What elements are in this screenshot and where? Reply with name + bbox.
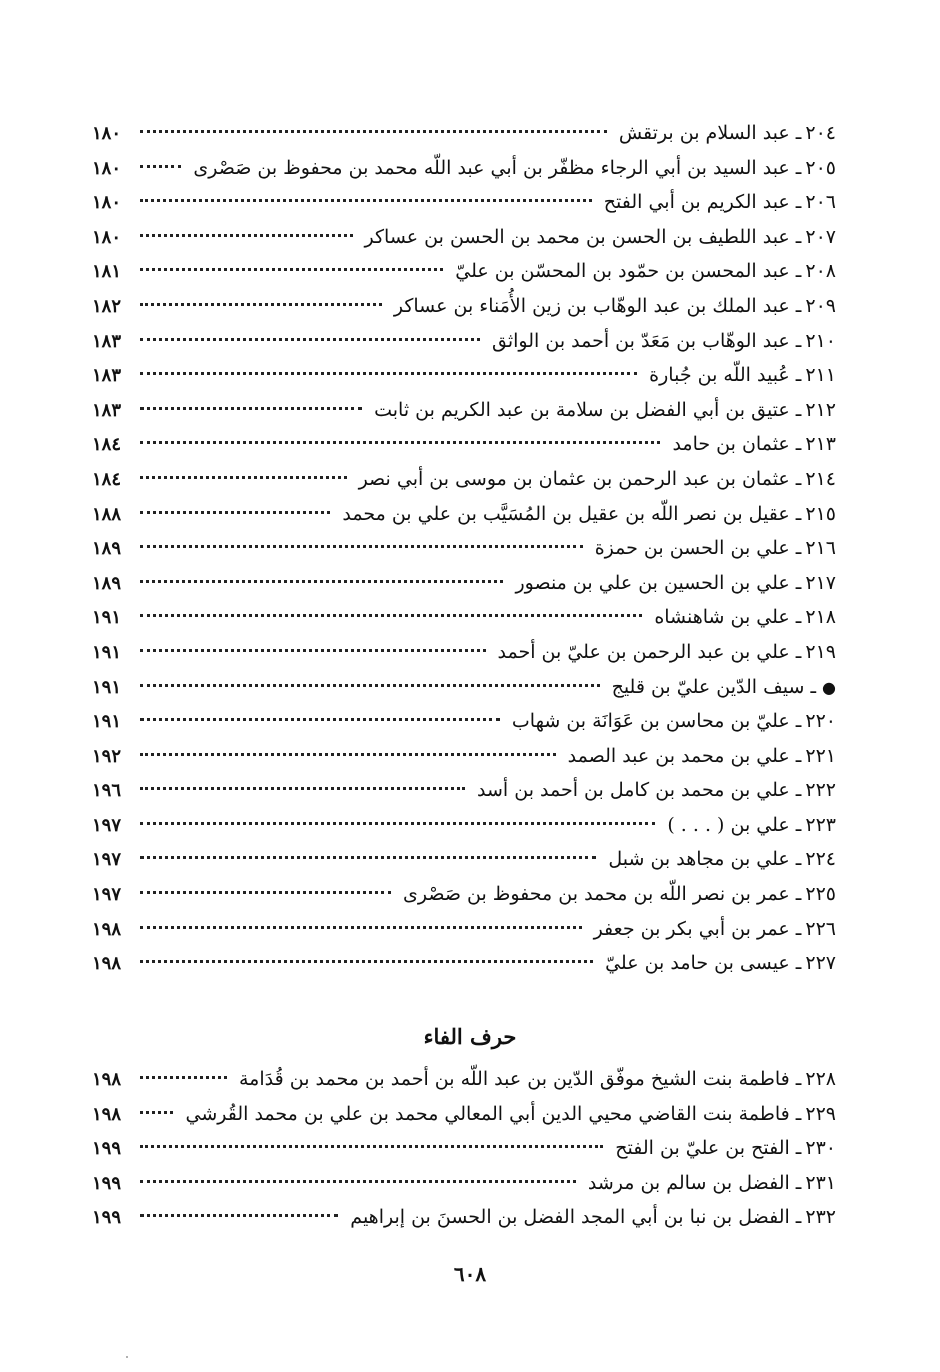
entry-title: ٢١٩ـ علي بن عبد الرحمن بن عليّ بن أحمد bbox=[497, 640, 836, 663]
entry-name: عمر بن أبي بكر بن جعفر bbox=[593, 917, 790, 940]
dot-leader bbox=[140, 476, 347, 479]
entry-title: ٢٠٦ـ عبد الكريم بن أبي الفتح bbox=[603, 191, 836, 214]
entry-number: ٢٠٧ bbox=[805, 225, 836, 248]
entry-name: عيسى بن حامد بن عليّ bbox=[605, 952, 790, 975]
entry-number: ٢١٤ bbox=[805, 467, 836, 490]
entry-page-number: ١٩٨ bbox=[92, 1103, 122, 1125]
dot-leader bbox=[140, 268, 443, 271]
entry-name: فاطمة بنت الشيخ موفّق الدّين بن عبد اللّه بن أحمد بن محمد بن قُدَامة bbox=[239, 1068, 790, 1090]
dot-leader bbox=[140, 407, 362, 410]
index-entry bbox=[92, 670, 836, 705]
entry-title: ٢١٥ـ عقيل بن نصر اللّه بن عقيل بن المُسَيَّب بن علي بن محمد bbox=[342, 502, 836, 525]
dot-leader bbox=[140, 856, 596, 859]
entry-title: ٢١٢ـ عتيق بن أبي الفضل بن سلامة بن عبد الكريم بن ثابت bbox=[374, 398, 836, 421]
dot-leader bbox=[140, 960, 593, 963]
entry-page-number: ١٨٤ bbox=[92, 468, 122, 490]
entry-title: ٢٢٠ـ عليّ بن محاسن بن عَوَانَة بن شهاب bbox=[511, 710, 836, 733]
entry-number: ٢٠٦ bbox=[805, 191, 836, 214]
entry-title: ٢٠٩ـ عبد الملك بن عبد الوهّاب بن زين الأُمَناء بن عساكر bbox=[393, 294, 836, 317]
entry-page-number: ١٨٣ bbox=[92, 365, 122, 387]
entry-title: ٢١١ـ عُبيد اللّه بن جُبارة bbox=[649, 364, 836, 387]
entry-number: ٢٢٥ bbox=[805, 883, 836, 906]
entry-name: عقيل بن نصر اللّه بن عقيل بن المُسَيَّب بن علي بن محمد bbox=[342, 502, 790, 525]
index-entry bbox=[92, 566, 836, 601]
index-entry bbox=[92, 151, 836, 186]
entry-number: ٢١٣ bbox=[805, 433, 836, 456]
entry-page-number: ١٩٧ bbox=[92, 849, 122, 871]
entry-page-number: ١٩٨ bbox=[92, 1069, 122, 1090]
entry-title: ٢١٠ـ عبد الوهّاب بن مَعَدّ بن أحمد بن الواثق bbox=[492, 329, 836, 352]
entry-page-number: ١٩٢ bbox=[92, 745, 122, 767]
dot-leader bbox=[140, 303, 382, 306]
entry-name: علي بن شاهنشاه bbox=[654, 606, 790, 629]
entry-name: علي بن محمد بن كامل بن أحمد بن أسد bbox=[477, 779, 790, 802]
dot-leader bbox=[140, 649, 486, 652]
dot-leader bbox=[140, 441, 660, 444]
entry-number: ٢١٢ bbox=[805, 398, 836, 421]
entry-number: ٢٢٧ bbox=[805, 952, 836, 975]
index-entry bbox=[92, 427, 836, 462]
index-entry bbox=[92, 116, 836, 151]
entry-page-number: ١٨٣ bbox=[92, 399, 122, 421]
index-entry bbox=[92, 1062, 836, 1097]
dot-leader bbox=[140, 199, 592, 202]
entry-page-number: ١٩٨ bbox=[92, 953, 122, 975]
entry-number: ٢٠٨ bbox=[805, 260, 836, 283]
entry-name: علي بن ( . . . ) bbox=[667, 813, 790, 836]
dot-leader bbox=[140, 926, 582, 929]
dot-leader bbox=[140, 1214, 338, 1217]
index-entry bbox=[92, 635, 836, 670]
index-entry bbox=[92, 739, 836, 774]
entry-name: سيف الدّين عليّ بن قليج bbox=[611, 675, 805, 698]
entry-number: ٢١١ bbox=[805, 364, 836, 387]
index-entry bbox=[92, 462, 836, 497]
index-entry bbox=[92, 254, 836, 289]
dot-leader bbox=[140, 545, 583, 548]
entry-name: عبد اللطيف بن الحسن بن محمد بن الحسن بن عساكر bbox=[364, 225, 790, 248]
entry-title: ٢٢٤ـ علي بن مجاهد بن شبل bbox=[608, 848, 836, 871]
entry-number: ٢٠٥ bbox=[805, 156, 836, 179]
entry-title: ٢١٦ـ علي بن الحسن بن حمزة bbox=[594, 537, 836, 560]
entry-name: عبد الكريم بن أبي الفتح bbox=[603, 191, 790, 214]
entry-title: ٢٣٢ـ الفضل بن نبا بن أبي المجد الفضل بن الحسنَ بن إبراهيم bbox=[350, 1206, 836, 1229]
entry-number: ٢٣٠ bbox=[805, 1137, 836, 1160]
entry-number: ٢٢٩ bbox=[805, 1102, 836, 1125]
entry-title: ٢٣٠ـ الفتح بن عليّ بن الفتح bbox=[615, 1137, 836, 1160]
entry-name: الفضل بن نبا بن أبي المجد الفضل بن الحسنَ بن إبراهيم bbox=[350, 1206, 790, 1229]
entry-name: الفضل بن سالم بن مرشد bbox=[587, 1171, 790, 1194]
entry-title: ٢٢٨ـ فاطمة بنت الشيخ موفّق الدّين بن عبد اللّه بن أحمد بن محمد بن قُدَامة bbox=[239, 1068, 836, 1090]
entry-name: علي بن مجاهد بن شبل bbox=[608, 848, 790, 871]
entry-page-number: ١٨٨ bbox=[92, 503, 122, 525]
entry-title: ٢٢٦ـ عمر بن أبي بكر بن جعفر bbox=[593, 917, 836, 940]
entry-name: فاطمة بنت القاضي محيي الدين أبي المعالي محمد بن علي بن محمد القُرشي bbox=[185, 1102, 790, 1125]
index-entry bbox=[92, 393, 836, 428]
entry-page-number: ١٨٠ bbox=[92, 226, 122, 248]
index-entry bbox=[92, 704, 836, 739]
entry-page-number: ١٩١ bbox=[92, 607, 122, 629]
entry-title: ٢٢٧ـ عيسى بن حامد بن عليّ bbox=[605, 952, 836, 975]
entry-page-number: ١٩٦ bbox=[92, 780, 122, 802]
entry-number: ٢١٠ bbox=[805, 329, 836, 352]
entry-number: ٢١٨ bbox=[805, 606, 836, 629]
entry-page-number: ١٨٩ bbox=[92, 538, 122, 560]
entry-number: ٢١٦ bbox=[805, 537, 836, 560]
entry-title: ٢٠٥ـ عبد السيد بن أبي الرجاء مظفّر بن أبي عبد اللّه محمد بن محفوظ بن صَصْرى bbox=[193, 156, 836, 179]
entry-page-number: ١٩٧ bbox=[92, 814, 122, 836]
entry-name: عبد المحسن بن حمّود بن المحسّن بن عليّ bbox=[455, 260, 790, 283]
index-entry bbox=[92, 185, 836, 220]
dot-leader bbox=[140, 130, 607, 133]
entry-number: ٢٣٢ bbox=[805, 1206, 836, 1229]
entry-name: عتيق بن أبي الفضل بن سلامة بن عبد الكريم بن ثابت bbox=[374, 398, 790, 421]
entry-title: ٢٢٩ـ فاطمة بنت القاضي محيي الدين أبي المعالي محمد بن علي بن محمد القُرشي bbox=[185, 1102, 836, 1125]
index-entry bbox=[92, 946, 836, 981]
entry-title: ٢١٧ـ علي بن الحسين بن علي بن منصور bbox=[515, 571, 836, 594]
dot-leader bbox=[140, 234, 353, 237]
dot-leader bbox=[140, 165, 181, 168]
entry-name: عبد الوهّاب بن مَعَدّ بن أحمد بن الواثق bbox=[492, 329, 790, 352]
entry-page-number: ١٨٠ bbox=[92, 192, 122, 214]
entry-title: ٢٠٤ـ عبد السلام بن برتقش bbox=[618, 122, 836, 144]
entry-page-number: ١٩٨ bbox=[92, 918, 122, 940]
index-entry bbox=[92, 497, 836, 532]
dot-leader bbox=[140, 822, 655, 825]
entry-page-number: ١٩٩ bbox=[92, 1172, 122, 1194]
entry-name: علي بن الحسن بن حمزة bbox=[594, 537, 790, 560]
entry-title: ٢١٣ـ عثمان بن حامد bbox=[672, 433, 836, 456]
entry-page-number: ١٩٧ bbox=[92, 884, 122, 906]
entry-number: ٢٣١ bbox=[805, 1171, 836, 1194]
entry-page-number: ١٨٣ bbox=[92, 330, 122, 352]
entry-title: ٢٣١ـ الفضل بن سالم بن مرشد bbox=[587, 1171, 836, 1194]
dot-leader bbox=[140, 614, 642, 617]
entry-name: عُبيد اللّه بن جُبارة bbox=[649, 364, 790, 387]
dot-leader bbox=[140, 787, 465, 790]
index-list-fa bbox=[92, 1062, 836, 1235]
scan-speck bbox=[126, 1356, 128, 1358]
entry-title: ٢٠٧ـ عبد اللطيف بن الحسن بن محمد بن الحسن بن عساكر bbox=[364, 225, 836, 248]
index-entry bbox=[92, 912, 836, 947]
dot-leader bbox=[140, 1111, 173, 1114]
entry-number: ٢٢٦ bbox=[805, 917, 836, 940]
entry-number: ٢٢٢ bbox=[805, 779, 836, 802]
entry-number: ٢١٩ bbox=[805, 640, 836, 663]
index-entry bbox=[92, 220, 836, 255]
dot-leader bbox=[140, 1180, 576, 1183]
dot-leader bbox=[140, 891, 391, 894]
entry-page-number: ١٨١ bbox=[92, 261, 122, 283]
dot-leader bbox=[140, 1145, 603, 1148]
dot-leader bbox=[140, 1076, 227, 1079]
entry-number: ٢٠٩ bbox=[805, 294, 836, 317]
entry-page-number: ١٨٤ bbox=[92, 434, 122, 456]
entry-page-number: ١٩٩ bbox=[92, 1207, 122, 1229]
index-entry bbox=[92, 1131, 836, 1166]
entry-number: ٢١٧ bbox=[805, 571, 836, 594]
index-entry bbox=[92, 808, 836, 843]
index-list-ain bbox=[92, 116, 836, 981]
index-entry bbox=[92, 1200, 836, 1235]
entry-number: ٢٢٠ bbox=[805, 710, 836, 733]
index-entry bbox=[92, 324, 836, 359]
entry-name: عليّ بن محاسن بن عَوَانَة بن شهاب bbox=[511, 710, 790, 733]
entry-number: ٢٠٤ bbox=[805, 122, 836, 144]
entry-page-number: ١٩٩ bbox=[92, 1138, 122, 1160]
entry-name: علي بن الحسين بن علي بن منصور bbox=[515, 571, 790, 594]
bullet-icon: ● bbox=[822, 677, 836, 697]
entry-name: عبد السلام بن برتقش bbox=[618, 122, 790, 144]
index-entry bbox=[92, 531, 836, 566]
entry-title: ٢٠٨ـ عبد المحسن بن حمّود بن المحسّن بن عليّ bbox=[455, 260, 836, 283]
entry-number: ٢٢٤ bbox=[805, 848, 836, 871]
entry-name: عثمان بن عبد الرحمن بن عثمان بن موسى بن أبي نصر bbox=[358, 467, 790, 490]
entry-title: ●ـ سيف الدّين عليّ بن قليج bbox=[611, 675, 836, 698]
entry-title: ٢١٤ـ عثمان بن عبد الرحمن بن عثمان بن موسى بن أبي نصر bbox=[358, 467, 836, 490]
dot-leader bbox=[140, 511, 330, 514]
entry-name: علي بن محمد بن عبد الصمد bbox=[567, 744, 790, 767]
dot-leader bbox=[140, 580, 503, 583]
entry-name: عبد السيد بن أبي الرجاء مظفّر بن أبي عبد اللّه محمد بن محفوظ بن صَصْرى bbox=[193, 156, 790, 179]
entry-page-number: ١٨٩ bbox=[92, 572, 122, 594]
entry-title: ٢٢١ـ علي بن محمد بن عبد الصمد bbox=[567, 744, 836, 767]
entry-page-number: ١٩١ bbox=[92, 641, 122, 663]
dot-leader bbox=[140, 372, 637, 375]
section-heading: حرف الفاء bbox=[423, 1024, 517, 1049]
dot-leader bbox=[140, 718, 500, 721]
index-entry bbox=[92, 358, 836, 393]
index-entry bbox=[92, 289, 836, 324]
index-entry bbox=[92, 1097, 836, 1132]
entry-title: ٢٢٥ـ عمر بن نصر اللّه بن محمد بن محفوظ بن صَصْرى bbox=[403, 883, 836, 906]
entry-number: ٢٢٣ bbox=[805, 813, 836, 836]
index-entry bbox=[92, 773, 836, 808]
entry-number: ٢٢١ bbox=[805, 744, 836, 767]
entry-page-number: ١٨٠ bbox=[92, 157, 122, 179]
entry-number: ٢١٥ bbox=[805, 502, 836, 525]
entry-number: ٢٢٨ bbox=[805, 1068, 836, 1090]
index-entry bbox=[92, 600, 836, 635]
dot-leader bbox=[140, 338, 480, 341]
entry-page-number: ١٨٠ bbox=[92, 123, 122, 144]
entry-name: عمر بن نصر اللّه بن محمد بن محفوظ بن صَصْرى bbox=[403, 883, 790, 906]
index-entry bbox=[92, 842, 836, 877]
entry-name: علي بن عبد الرحمن بن عليّ بن أحمد bbox=[497, 640, 790, 663]
dot-leader bbox=[140, 684, 600, 687]
entry-name: الفتح بن عليّ بن الفتح bbox=[615, 1137, 790, 1160]
entry-page-number: ١٩١ bbox=[92, 676, 122, 698]
page-number: ٦٠٨ bbox=[453, 1262, 487, 1286]
dot-leader bbox=[140, 753, 556, 756]
entry-title: ٢١٨ـ علي بن شاهنشاه bbox=[654, 606, 836, 629]
index-entry bbox=[92, 877, 836, 912]
index-entry bbox=[92, 1166, 836, 1201]
entry-name: عثمان بن حامد bbox=[672, 433, 790, 456]
entry-title: ٢٢٢ـ علي بن محمد بن كامل بن أحمد بن أسد bbox=[477, 779, 836, 802]
entry-page-number: ١٩١ bbox=[92, 711, 122, 733]
entry-page-number: ١٨٢ bbox=[92, 295, 122, 317]
entry-name: عبد الملك بن عبد الوهّاب بن زين الأُمَناء بن عساكر bbox=[393, 294, 790, 317]
entry-title: ٢٢٣ـ علي بن ( . . . ) bbox=[667, 813, 836, 836]
